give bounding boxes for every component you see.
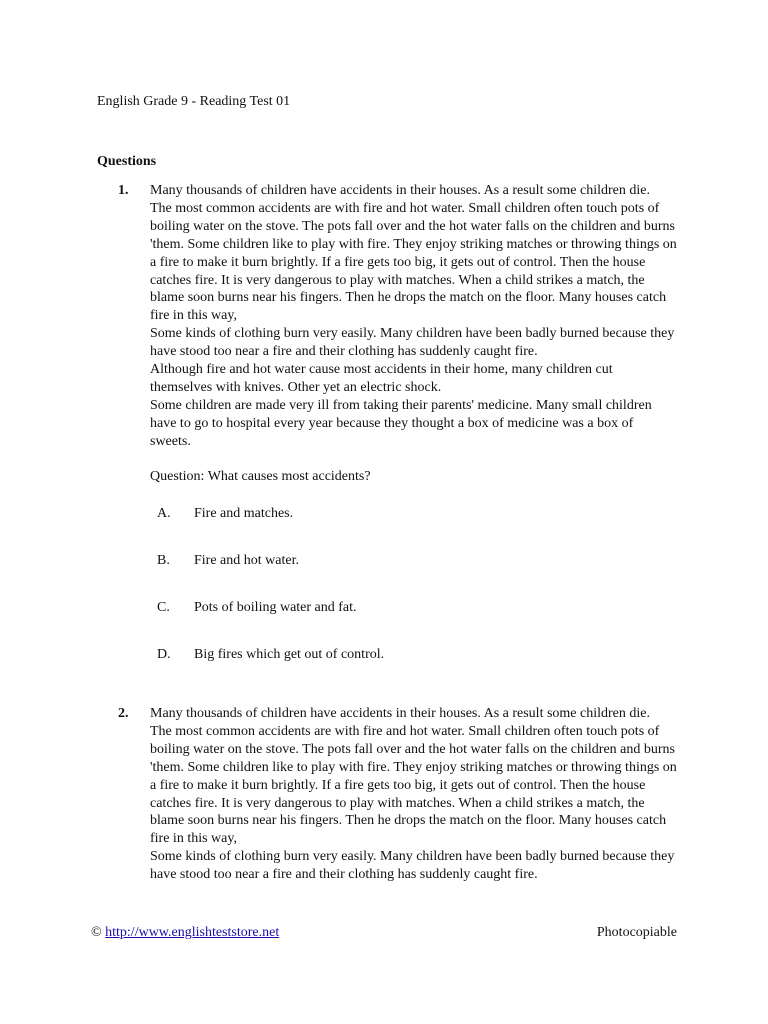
answer-options (150, 505, 677, 693)
passage-paragraph: Many thousands of children have accidents in their houses. As a result some children die. (150, 183, 650, 198)
question-body (150, 705, 677, 884)
section-heading: Questions (97, 154, 157, 169)
answer-option-b[interactable] (150, 552, 677, 599)
question-number: 1. (118, 183, 129, 198)
answer-option-c[interactable] (150, 599, 677, 646)
passage-paragraph: Some kinds of clothing burn very easily. Many children have been badly burned because they have stood too near a fire and their clothing has suddenly caught fire. (150, 849, 675, 883)
footer-copyright (91, 924, 279, 942)
question-number: 2. (118, 706, 129, 721)
option-letter: D. (157, 646, 171, 662)
passage-paragraph: Many thousands of children have accidents in their houses. As a result some children die. (150, 706, 650, 721)
option-text: Big fires which get out of control. (194, 646, 385, 662)
copyright-symbol: © (91, 925, 102, 940)
footer-website-link[interactable]: http://www.englishteststore.net (105, 925, 280, 940)
passage-paragraph: The most common accidents are with fire and hot water. Small children often touch pots of boiling water on the stove. The pots fall over and the hot water falls on the children and burns 'them. Some children like to play with fire. They enjoy striking matches or throwing things on a fire to make it burn brightly. If a fire gets too big, it gets out of control. Then the house catches fire. It is very dangerous to play with matches. When a child strikes a match, the blame soon burns near his fingers. Then he drops the match on the floor. Many houses catch fire in this way, (150, 200, 677, 324)
passage-paragraph: Some kinds of clothing burn very easily. Many children have been badly burned because they have stood too near a fire and their clothing has suddenly caught fire. (150, 326, 675, 360)
question-prompt: Question: What causes most accidents? (150, 468, 371, 484)
passage-paragraph: The most common accidents are with fire and hot water. Small children often touch pots of boiling water on the stove. The pots fall over and the hot water falls on the children and burns 'them. Some children like to play with fire. They enjoy striking matches or throwing things on a fire to make it burn brightly. If a fire gets too big, it gets out of control. Then the house catches fire. It is very dangerous to play with matches. When a child strikes a match, the blame soon burns near his fingers. Then he drops the match on the floor. Many houses catch fire in this way, (150, 723, 677, 847)
answer-option-a[interactable] (150, 505, 677, 552)
option-letter: B. (157, 552, 170, 568)
option-letter: A. (157, 505, 171, 521)
option-letter: C. (157, 599, 170, 615)
question-1 (97, 182, 677, 693)
passage-paragraph: Although fire and hot water cause most accidents in their home, many children cut themselves with knives. Other yet an electric shock. (150, 362, 613, 395)
question-body (150, 182, 677, 693)
page-title: English Grade 9 - Reading Test 01 (97, 94, 291, 109)
option-text: Pots of boiling water and fat. (194, 599, 357, 615)
passage-paragraph: Some children are made very ill from taking their parents' medicine. Many small children have to go to hospital every year because they thought a box of medicine was a box of sweets. (150, 397, 652, 449)
option-text: Fire and matches. (194, 505, 294, 521)
question-2 (97, 705, 677, 884)
footer-photocopiable: Photocopiable (596, 925, 677, 940)
page-footer (91, 924, 677, 942)
answer-option-d[interactable] (150, 646, 677, 693)
option-text: Fire and hot water. (194, 552, 299, 568)
